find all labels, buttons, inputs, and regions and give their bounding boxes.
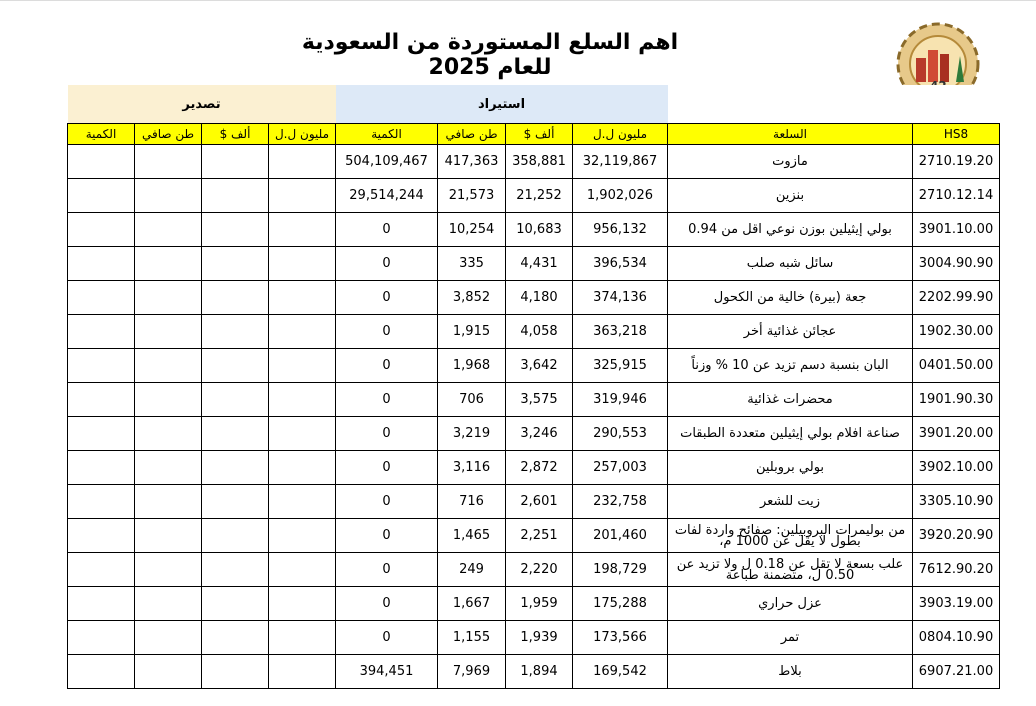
import-million-lbp-cell: 32,119,867	[573, 145, 668, 179]
import-net-ton-cell: 249	[438, 553, 506, 587]
export-million-lbp-cell	[269, 451, 336, 485]
import-qty-cell: 0	[336, 281, 438, 315]
import-qty-cell: 504,109,467	[336, 145, 438, 179]
import-thousand-usd-cell: 4,180	[506, 281, 573, 315]
export-group-header: تصدير	[68, 85, 336, 124]
import-million-lbp-cell: 175,288	[573, 587, 668, 621]
import-qty-cell: 0	[336, 451, 438, 485]
export-thousand-usd-cell	[202, 553, 269, 587]
export-million-lbp-cell	[269, 145, 336, 179]
export-net-ton-cell	[135, 281, 202, 315]
export-million-lbp-cell	[269, 315, 336, 349]
export-thousand-usd-cell	[202, 315, 269, 349]
export-thousand-usd-cell	[202, 383, 269, 417]
export-qty-cell	[68, 655, 135, 689]
export-qty-cell	[68, 587, 135, 621]
commodity-cell: بولي إيثيلين بوزن نوعي اقل من 0.94	[668, 213, 913, 247]
import-qty-cell: 0	[336, 519, 438, 553]
table-row	[68, 281, 1000, 315]
table-row	[68, 417, 1000, 451]
export-net-ton-cell	[135, 553, 202, 587]
hs8-cell: 2710.12.14	[913, 179, 1000, 213]
export-qty-cell	[68, 621, 135, 655]
import-qty-cell: 0	[336, 315, 438, 349]
export-million-lbp-cell	[269, 621, 336, 655]
export-net-ton-cell	[135, 349, 202, 383]
import-million-lbp-cell: 290,553	[573, 417, 668, 451]
import-net-ton-cell: 706	[438, 383, 506, 417]
import-thousand-usd-cell: 3,642	[506, 349, 573, 383]
import-net-ton-cell: 335	[438, 247, 506, 281]
hs8-cell: 0804.10.90	[913, 621, 1000, 655]
import-thousand-usd-cell: 1,894	[506, 655, 573, 689]
import-net-ton-cell: 10,254	[438, 213, 506, 247]
export-net-ton-cell	[135, 315, 202, 349]
export-million-lbp-cell	[269, 553, 336, 587]
export-qty-cell	[68, 417, 135, 451]
hs8-cell: 2710.19.20	[913, 145, 1000, 179]
import-net-ton-cell: 417,363	[438, 145, 506, 179]
export-net-ton-cell	[135, 621, 202, 655]
export-qty-cell	[68, 485, 135, 519]
import-net-ton-cell: 1,155	[438, 621, 506, 655]
import-qty-cell: 0	[336, 553, 438, 587]
commodity-cell: بلاط	[668, 655, 913, 689]
export-qty-cell	[68, 349, 135, 383]
export-million-lbp-cell	[269, 179, 336, 213]
export-million-lbp-cell	[269, 417, 336, 451]
commodity-cell: صناعة افلام بولي إيثيلين متعددة الطبقات	[668, 417, 913, 451]
import-qty-cell: 394,451	[336, 655, 438, 689]
table-row	[68, 485, 1000, 519]
commodity-cell: محضرات غذائية	[668, 383, 913, 417]
export-qty-cell	[68, 247, 135, 281]
commodity-cell: عجائن غذائية أخر	[668, 315, 913, 349]
import-net-ton-cell: 1,915	[438, 315, 506, 349]
export-net-ton-cell	[135, 587, 202, 621]
export-thousand-usd-cell	[202, 179, 269, 213]
export-million-lbp-cell	[269, 349, 336, 383]
table-row	[68, 587, 1000, 621]
export-net-ton-cell	[135, 485, 202, 519]
col-hs8: HS8	[913, 124, 1000, 145]
table-row	[68, 553, 1000, 587]
export-thousand-usd-cell	[202, 587, 269, 621]
hs8-cell: 1902.30.00	[913, 315, 1000, 349]
import-net-ton-cell: 1,968	[438, 349, 506, 383]
import-thousand-usd-cell: 2,872	[506, 451, 573, 485]
import-qty-cell: 0	[336, 247, 438, 281]
import-qty-cell: 0	[336, 587, 438, 621]
export-million-lbp-cell	[269, 281, 336, 315]
import-qty-cell: 0	[336, 485, 438, 519]
import-million-lbp-cell: 363,218	[573, 315, 668, 349]
import-net-ton-cell: 1,465	[438, 519, 506, 553]
export-million-lbp-cell	[269, 655, 336, 689]
page-title: اهم السلع المستوردة من السعودية للعام 2025	[301, 30, 679, 80]
table-row	[68, 519, 1000, 553]
commodity-cell: البان بنسبة دسم تزيد عن 10 % وزناً	[668, 349, 913, 383]
table-row	[68, 451, 1000, 485]
export-million-lbp-cell	[269, 485, 336, 519]
export-thousand-usd-cell	[202, 621, 269, 655]
import-million-lbp-cell: 169,542	[573, 655, 668, 689]
export-qty-cell	[68, 553, 135, 587]
import-group-header: استيراد	[336, 85, 668, 124]
export-qty-cell	[68, 213, 135, 247]
commodity-cell: من بوليمرات البروبيلين: صفائح واردة لفات بطول لا يقل عن 1000 م،	[668, 519, 913, 553]
commodity-cell: عزل حراري	[668, 587, 913, 621]
commodity-cell: تمر	[668, 621, 913, 655]
import-net-ton-cell: 1,667	[438, 587, 506, 621]
export-net-ton-cell	[135, 655, 202, 689]
import-net-ton-cell: 3,116	[438, 451, 506, 485]
export-million-lbp-cell	[269, 247, 336, 281]
import-qty-cell: 0	[336, 213, 438, 247]
hs8-cell: 3305.10.90	[913, 485, 1000, 519]
hs8-cell: 3902.10.00	[913, 451, 1000, 485]
import-thousand-usd-cell: 358,881	[506, 145, 573, 179]
hs8-cell: 3901.20.00	[913, 417, 1000, 451]
hs8-cell: 0401.50.00	[913, 349, 1000, 383]
export-qty-cell	[68, 451, 135, 485]
import-thousand-usd-cell: 1,939	[506, 621, 573, 655]
import-thousand-usd-cell: 21,252	[506, 179, 573, 213]
import-net-ton-cell: 3,219	[438, 417, 506, 451]
hs8-cell: 3004.90.90	[913, 247, 1000, 281]
import-million-lbp-cell: 257,003	[573, 451, 668, 485]
export-net-ton-cell	[135, 213, 202, 247]
blank-header	[668, 85, 1000, 124]
table-row	[68, 315, 1000, 349]
import-million-lbp-cell: 319,946	[573, 383, 668, 417]
export-net-ton-cell	[135, 519, 202, 553]
export-net-ton-cell	[135, 417, 202, 451]
import-million-lbp-cell: 325,915	[573, 349, 668, 383]
import-net-ton-cell: 21,573	[438, 179, 506, 213]
import-million-lbp-cell: 173,566	[573, 621, 668, 655]
import-million-lbp-cell: 396,534	[573, 247, 668, 281]
col-import-net-ton: طن صافي	[438, 124, 506, 145]
group-header-row	[68, 85, 1000, 124]
import-thousand-usd-cell: 3,246	[506, 417, 573, 451]
import-thousand-usd-cell: 4,058	[506, 315, 573, 349]
commodity-cell: مازوت	[668, 145, 913, 179]
export-thousand-usd-cell	[202, 213, 269, 247]
export-thousand-usd-cell	[202, 281, 269, 315]
export-thousand-usd-cell	[202, 485, 269, 519]
import-million-lbp-cell: 956,132	[573, 213, 668, 247]
import-qty-cell: 0	[336, 349, 438, 383]
table-row	[68, 383, 1000, 417]
export-net-ton-cell	[135, 179, 202, 213]
import-net-ton-cell: 7,969	[438, 655, 506, 689]
export-million-lbp-cell	[269, 383, 336, 417]
table-row	[68, 145, 1000, 179]
import-thousand-usd-cell: 1,959	[506, 587, 573, 621]
import-qty-cell: 0	[336, 621, 438, 655]
column-header-row	[68, 124, 1000, 145]
commodity-cell: بنزين	[668, 179, 913, 213]
export-thousand-usd-cell	[202, 417, 269, 451]
import-thousand-usd-cell: 10,683	[506, 213, 573, 247]
export-thousand-usd-cell	[202, 655, 269, 689]
table-row	[68, 213, 1000, 247]
table-row	[68, 349, 1000, 383]
import-thousand-usd-cell: 3,575	[506, 383, 573, 417]
import-net-ton-cell: 716	[438, 485, 506, 519]
import-thousand-usd-cell: 2,601	[506, 485, 573, 519]
col-export-qty: الكمية	[68, 124, 135, 145]
col-export-thousand-usd: ألف $	[202, 124, 269, 145]
export-net-ton-cell	[135, 145, 202, 179]
col-import-million-lbp: مليون ل.ل	[573, 124, 668, 145]
commodity-cell: علب بسعة لا تقل عن 0.18 ل ولا تزيد عن 0.50 ل، متضمنة طباعة	[668, 553, 913, 587]
hs8-cell: 1901.90.30	[913, 383, 1000, 417]
table-row	[68, 655, 1000, 689]
export-net-ton-cell	[135, 247, 202, 281]
import-qty-cell: 0	[336, 417, 438, 451]
commodity-cell: جعة (بيرة) خالية من الكحول	[668, 281, 913, 315]
export-thousand-usd-cell	[202, 451, 269, 485]
export-qty-cell	[68, 315, 135, 349]
import-thousand-usd-cell: 2,251	[506, 519, 573, 553]
import-million-lbp-cell: 232,758	[573, 485, 668, 519]
export-qty-cell	[68, 281, 135, 315]
table-row	[68, 247, 1000, 281]
hs8-cell: 3901.10.00	[913, 213, 1000, 247]
export-thousand-usd-cell	[202, 519, 269, 553]
import-qty-cell: 0	[336, 383, 438, 417]
commodity-cell: بولي بروبلين	[668, 451, 913, 485]
import-thousand-usd-cell: 4,431	[506, 247, 573, 281]
hs8-cell: 7612.90.20	[913, 553, 1000, 587]
col-import-qty: الكمية	[336, 124, 438, 145]
import-million-lbp-cell: 374,136	[573, 281, 668, 315]
export-thousand-usd-cell	[202, 145, 269, 179]
export-qty-cell	[68, 145, 135, 179]
table-row	[68, 621, 1000, 655]
import-million-lbp-cell: 198,729	[573, 553, 668, 587]
commodity-cell: زيت للشعر	[668, 485, 913, 519]
hs8-cell: 3920.20.90	[913, 519, 1000, 553]
export-net-ton-cell	[135, 383, 202, 417]
table-row	[68, 179, 1000, 213]
export-thousand-usd-cell	[202, 349, 269, 383]
col-export-million-lbp: مليون ل.ل	[269, 124, 336, 145]
hs8-cell: 3903.19.00	[913, 587, 1000, 621]
import-thousand-usd-cell: 2,220	[506, 553, 573, 587]
col-export-net-ton: طن صافي	[135, 124, 202, 145]
import-million-lbp-cell: 201,460	[573, 519, 668, 553]
export-qty-cell	[68, 179, 135, 213]
export-million-lbp-cell	[269, 213, 336, 247]
top-border	[0, 0, 1036, 4]
hs8-cell: 6907.21.00	[913, 655, 1000, 689]
export-thousand-usd-cell	[202, 247, 269, 281]
hs8-cell: 2202.99.90	[913, 281, 1000, 315]
import-net-ton-cell: 3,852	[438, 281, 506, 315]
import-qty-cell: 29,514,244	[336, 179, 438, 213]
export-qty-cell	[68, 383, 135, 417]
export-million-lbp-cell	[269, 587, 336, 621]
export-million-lbp-cell	[269, 519, 336, 553]
export-qty-cell	[68, 519, 135, 553]
import-million-lbp-cell: 1,902,026	[573, 179, 668, 213]
col-import-thousand-usd: ألف $	[506, 124, 573, 145]
col-commodity: السلعة	[668, 124, 913, 145]
commodities-table	[67, 85, 1000, 689]
commodity-cell: سائل شبه صلب	[668, 247, 913, 281]
export-net-ton-cell	[135, 451, 202, 485]
